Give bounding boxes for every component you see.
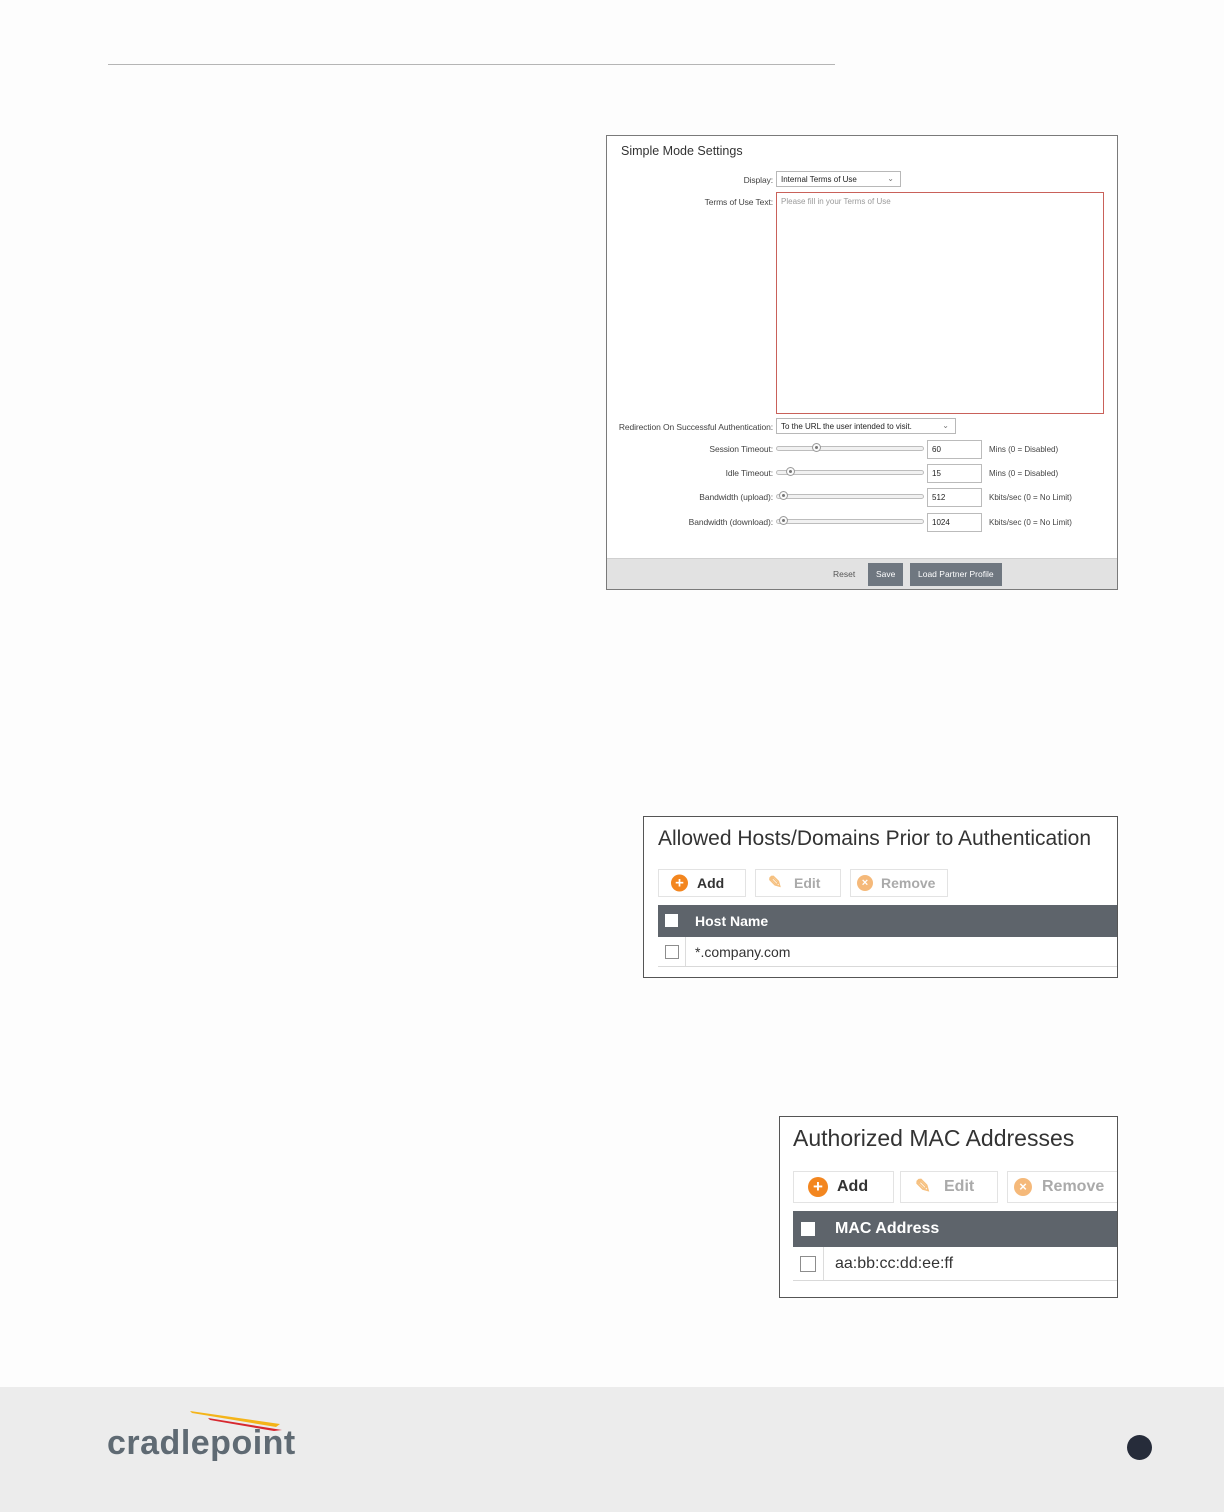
remove-circle-icon: × <box>857 875 873 891</box>
chevron-down-icon: ⌄ <box>942 421 949 430</box>
mac-address-cell: aa:bb:cc:dd:ee:ff <box>835 1255 954 1272</box>
plus-circle-icon: + <box>671 875 688 892</box>
idle-timeout-label: Idle Timeout: <box>725 468 773 478</box>
bandwidth-upload-input[interactable]: 512 <box>927 488 982 507</box>
session-timeout-slider[interactable] <box>776 446 924 451</box>
slider-handle[interactable] <box>779 491 788 500</box>
remove-circle-icon: × <box>1014 1178 1032 1196</box>
header-rule <box>108 64 835 65</box>
redirection-label: Redirection On Successful Authentication: <box>618 422 773 432</box>
bandwidth-upload-unit: Kbits/sec (0 = No Limit) <box>989 493 1072 502</box>
add-host-button[interactable]: + Add <box>658 869 746 897</box>
terms-of-use-textarea[interactable] <box>776 192 1104 414</box>
plus-circle-icon: + <box>808 1177 828 1197</box>
cradlepoint-logo-text: cradlepoint <box>107 1424 296 1462</box>
load-partner-profile-button[interactable]: Load Partner Profile <box>910 563 1002 586</box>
table-row[interactable] <box>793 1247 1118 1281</box>
pencil-icon: ✎ <box>915 1176 931 1198</box>
bandwidth-download-label: Bandwidth (download): <box>688 517 773 527</box>
select-all-checkbox[interactable] <box>665 914 678 927</box>
session-timeout-label: Session Timeout: <box>709 444 773 454</box>
host-name-column-header[interactable]: Host Name <box>695 913 769 929</box>
authorized-mac-title: Authorized MAC Addresses <box>793 1125 1075 1151</box>
idle-timeout-input[interactable]: 15 <box>927 464 982 483</box>
allowed-hosts-panel <box>643 816 1118 978</box>
authorized-mac-panel <box>779 1116 1118 1298</box>
panel-title: Simple Mode Settings <box>621 144 743 158</box>
remove-host-button[interactable]: × Remove <box>850 869 948 897</box>
bandwidth-download-unit: Kbits/sec (0 = No Limit) <box>989 518 1072 527</box>
remove-mac-button[interactable]: × Remove <box>1007 1171 1118 1203</box>
bandwidth-download-input[interactable]: 1024 <box>927 513 982 532</box>
allowed-hosts-title: Allowed Hosts/Domains Prior to Authentication <box>658 827 1092 850</box>
display-label: Display: <box>743 175 773 185</box>
column-divider <box>823 1247 824 1280</box>
session-timeout-input[interactable]: 60 <box>927 440 982 459</box>
redirection-select-value: To the URL the user intended to visit. <box>781 422 912 431</box>
simple-mode-settings-panel <box>606 135 1118 590</box>
host-table-header <box>658 905 1118 937</box>
slider-handle[interactable] <box>812 443 821 452</box>
display-select[interactable] <box>776 171 901 187</box>
chevron-down-icon: ⌄ <box>887 174 894 183</box>
mac-table-header <box>793 1211 1118 1247</box>
page-number-dot <box>1127 1435 1152 1460</box>
idle-timeout-slider[interactable] <box>776 470 924 475</box>
mac-address-column-header[interactable]: MAC Address <box>835 1220 940 1237</box>
row-checkbox[interactable] <box>665 945 679 959</box>
slider-handle[interactable] <box>786 467 795 476</box>
row-checkbox[interactable] <box>800 1256 816 1272</box>
host-name-cell: *.company.com <box>695 944 791 960</box>
select-all-checkbox[interactable] <box>801 1222 815 1236</box>
bandwidth-download-slider[interactable] <box>776 519 924 524</box>
edit-mac-button[interactable]: ✎ Edit <box>900 1171 998 1203</box>
bandwidth-upload-slider[interactable] <box>776 494 924 499</box>
edit-host-button[interactable]: ✎ Edit <box>755 869 841 897</box>
slider-handle[interactable] <box>779 516 788 525</box>
pencil-icon: ✎ <box>768 873 783 892</box>
terms-of-use-label: Terms of Use Text: <box>704 197 773 207</box>
idle-timeout-unit: Mins (0 = Disabled) <box>989 469 1059 478</box>
save-button[interactable]: Save <box>868 563 903 586</box>
reset-button[interactable]: Reset <box>833 569 856 579</box>
add-mac-button[interactable]: + Add <box>793 1171 894 1203</box>
panel-footer <box>607 558 1117 589</box>
terms-of-use-placeholder: Please fill in your Terms of Use <box>781 197 891 206</box>
display-select-value: Internal Terms of Use <box>781 175 857 184</box>
redirection-select[interactable] <box>776 418 956 434</box>
session-timeout-unit: Mins (0 = Disabled) <box>989 445 1059 454</box>
table-row[interactable] <box>658 937 1118 967</box>
column-divider <box>685 937 686 966</box>
bandwidth-upload-label: Bandwidth (upload): <box>699 492 773 502</box>
